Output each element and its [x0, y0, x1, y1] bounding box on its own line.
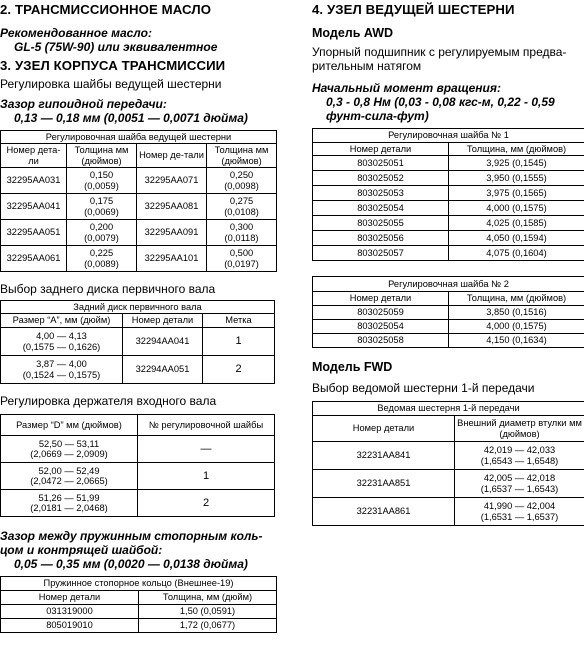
thickness-mm: 0,300 — [229, 222, 254, 232]
size-mm: 52,00 — 52,49 — [38, 465, 100, 476]
recommended-oil-label: Рекомендованное масло: — [0, 26, 152, 40]
starting-torque-value-cont: фунт-сила-фут) — [326, 109, 429, 123]
thickness: 4,075 (0,1604) — [449, 246, 584, 261]
part-number: 32231AA841 — [313, 442, 455, 470]
part-number: 32294AA041 — [123, 328, 203, 356]
right-column — [312, 0, 584, 526]
snap-ring-gap-label: Зазор между пружинным стопорным коль- — [0, 529, 263, 543]
size-inch: (2,0669 — 2,0909) — [30, 449, 108, 459]
column-header: Номер де-тали — [137, 144, 207, 168]
first-gear-table — [312, 401, 584, 526]
left-column — [0, 0, 300, 633]
thickness: 4,025 (0,1585) — [449, 216, 584, 231]
table-row — [1, 246, 277, 272]
starting-torque-label: Начальный момент вращения: — [312, 81, 501, 95]
thickness-cell — [207, 220, 277, 246]
snap-ring-table — [0, 576, 277, 633]
section-2-title: 2. ТРАНСМИССИОННОЕ МАСЛО — [0, 2, 212, 17]
bearing-description-cont: рительным натягом — [312, 59, 422, 73]
size-cell — [1, 436, 138, 463]
table-caption: Ведомая шестерня 1-й передачи — [313, 402, 584, 416]
first-gear-title: Выбор ведомой шестерни 1-й передачи — [312, 381, 535, 395]
column-header: Номер детали — [1, 591, 139, 605]
thickness: 3,950 (0,1555) — [449, 171, 584, 186]
starting-torque-value: 0,3 - 0,8 Нм (0,03 - 0,08 кгс-м, 0,22 - 0,59 — [326, 95, 555, 109]
hypoid-gap-value: 0,13 — 0,18 мм (0,0051 — 0,0071 дюйма) — [14, 111, 248, 125]
thickness-mm: 0,275 — [229, 196, 254, 206]
thickness-inch: (0,0079) — [84, 232, 119, 243]
table-caption: Регулировочная шайба № 2 — [313, 277, 584, 292]
model-awd-heading: Модель AWD — [312, 26, 394, 40]
recommended-oil-value: GL-5 (75W-90) или эквивалентное — [14, 40, 218, 54]
size-cell — [1, 328, 123, 356]
size-inch: (0,1524 — 0,1575) — [22, 369, 101, 380]
table-caption: Регулировочная шайба № 1 — [313, 129, 584, 143]
table-row — [1, 490, 275, 517]
table-row — [1, 619, 277, 633]
thickness: 4,150 (0,1634) — [449, 334, 584, 348]
size-mm: 3,87 — 4,00 — [36, 359, 87, 369]
part-number: 32231AA861 — [313, 498, 455, 526]
part-number: 32295AA071 — [137, 168, 207, 194]
model-fwd-heading: Модель FWD — [312, 360, 393, 374]
column-header: Номер дета-ли — [1, 144, 67, 168]
part-number: 32295AA091 — [137, 220, 207, 246]
input-shaft-holder-title: Регулировка держателя входного вала — [0, 394, 217, 408]
part-number: 803025055 — [313, 216, 449, 231]
column-header: Внешний диаметр втулки мм (дюймов) — [455, 416, 584, 442]
table-row — [1, 463, 275, 490]
shim-2-table — [312, 276, 584, 348]
section-3-title: 3. УЗЕЛ КОРПУСА ТРАНСМИССИИ — [0, 58, 226, 73]
table-row — [313, 216, 584, 231]
thickness-inch: (0,0089) — [84, 258, 119, 269]
table-row — [1, 194, 277, 220]
thickness: 1,72 (0,0677) — [139, 619, 277, 633]
table-row — [313, 498, 584, 526]
table-row — [313, 171, 584, 186]
size-mm: 4,00 — 4,13 — [36, 331, 87, 341]
mark: 2 — [203, 356, 275, 384]
section-4-title: 4. УЗЕЛ ВЕДУЩЕЙ ШЕСТЕРНИ — [312, 2, 515, 17]
column-header: Размер “D” мм (дюймов) — [1, 415, 138, 436]
table-caption: Регулировочная шайба ведущей шестерни — [1, 131, 277, 144]
thickness-inch: (0,0118) — [224, 232, 259, 243]
part-number: 803025054 — [313, 201, 449, 216]
part-number: 803025051 — [313, 156, 449, 171]
part-number: 803025054 — [313, 320, 449, 334]
column-header: Метка — [203, 314, 275, 328]
diameter-mm: 42,005 — 42,018 — [483, 473, 556, 483]
thickness-cell — [67, 168, 137, 194]
column-header: Толщина, мм (дюйм) — [139, 591, 277, 605]
thickness-inch: (0,0197) — [224, 258, 259, 269]
table-row — [1, 168, 277, 194]
table-row — [313, 201, 584, 216]
table-caption: Задний диск первичного вала — [1, 301, 275, 314]
part-number: 803025053 — [313, 186, 449, 201]
part-number: 32295AA101 — [137, 246, 207, 272]
part-number: 803025056 — [313, 231, 449, 246]
size-inch: (2,0472 — 2,0665) — [30, 476, 108, 486]
thickness-cell — [67, 194, 137, 220]
thickness: 4,000 (0,1575) — [449, 201, 584, 216]
holder-shim-table — [0, 414, 275, 517]
thickness-mm: 0,225 — [89, 248, 114, 258]
shim-number: — — [138, 436, 275, 463]
table-row — [313, 442, 584, 470]
table-row — [313, 231, 584, 246]
diameter-mm: 41,990 — 42,004 — [483, 501, 556, 511]
table-caption: Пружинное стопорное кольцо (Внешнее-19) — [1, 577, 277, 591]
thickness: 3,925 (0,1545) — [449, 156, 584, 171]
table-row — [313, 320, 584, 334]
thickness-mm: 0,250 — [229, 170, 254, 180]
thickness-inch: (0,0059) — [84, 180, 119, 191]
column-header: Номер детали — [313, 292, 449, 306]
shim-number: 1 — [138, 463, 275, 490]
column-header: Номер детали — [313, 416, 455, 442]
table-row — [1, 328, 275, 356]
thickness: 3,975 (0,1565) — [449, 186, 584, 201]
part-number: 32295AA061 — [1, 246, 67, 272]
diameter-cell — [455, 498, 584, 526]
rear-disk-title: Выбор заднего диска первичного вала — [0, 282, 216, 296]
table-row — [1, 605, 277, 619]
diameter-inch: (1,6537 — 1,6543) — [480, 483, 559, 494]
part-number: 32295AA041 — [1, 194, 67, 220]
part-number: 805019010 — [1, 619, 139, 633]
table-row — [1, 436, 275, 463]
table-row — [313, 156, 584, 171]
thickness-mm: 0,175 — [89, 196, 114, 206]
diameter-cell — [455, 470, 584, 498]
table-row — [313, 334, 584, 348]
column-header: Толщина, мм (дюймов) — [449, 143, 584, 156]
part-number: 803025058 — [313, 334, 449, 348]
rear-disk-table — [0, 300, 275, 384]
diameter-inch: (1,6543 — 1,6548) — [480, 455, 559, 466]
thickness: 4,050 (0,1594) — [449, 231, 584, 246]
thickness-inch: (0,0069) — [84, 206, 119, 217]
table-row — [313, 470, 584, 498]
part-number: 32294AA051 — [123, 356, 203, 384]
thickness-cell — [67, 220, 137, 246]
thickness-mm: 0,200 — [89, 222, 114, 232]
bearing-description: Упорный подшипник с регулируемым предва- — [312, 45, 567, 59]
size-cell — [1, 490, 138, 517]
size-cell — [1, 463, 138, 490]
thickness-inch: (0,0098) — [224, 180, 259, 191]
thickness-cell — [207, 194, 277, 220]
thickness: 3,850 (0,1516) — [449, 306, 584, 320]
size-mm: 51,26 — 51,99 — [38, 492, 100, 503]
table-row — [313, 306, 584, 320]
table-row — [1, 220, 277, 246]
thickness: 1,50 (0,0591) — [139, 605, 277, 619]
table-row — [313, 246, 584, 261]
column-header: Толщина мм (дюймов) — [207, 144, 277, 168]
part-number: 32295AA081 — [137, 194, 207, 220]
diameter-mm: 42,019 — 42,033 — [483, 445, 556, 455]
column-header: Номер детали — [313, 143, 449, 156]
part-number: 32231AA851 — [313, 470, 455, 498]
part-number: 803025052 — [313, 171, 449, 186]
thickness-mm: 0,500 — [229, 248, 254, 258]
table-row — [1, 356, 275, 384]
part-number: 803025059 — [313, 306, 449, 320]
size-mm: 52,50 — 53,11 — [38, 438, 100, 449]
part-number: 031319000 — [1, 605, 139, 619]
diameter-cell — [455, 442, 584, 470]
mark: 1 — [203, 328, 275, 356]
thickness-inch: (0,0108) — [224, 206, 259, 217]
size-inch: (2,0181 — 2,0468) — [30, 503, 108, 513]
thickness-cell — [207, 168, 277, 194]
pinion-shim-subtitle: Регулировка шайбы ведущей шестерни — [0, 77, 222, 91]
part-number: 32295AA031 — [1, 168, 67, 194]
column-header: Размер “A”, мм (дюйм) — [1, 314, 123, 328]
diameter-inch: (1,6531 — 1,6537) — [480, 511, 559, 522]
part-number: 32295AA051 — [1, 220, 67, 246]
thickness: 4,000 (0,1575) — [449, 320, 584, 334]
column-header: Толщина мм (дюймов) — [67, 144, 137, 168]
hypoid-gap-label: Зазор гипоидной передачи: — [0, 97, 167, 111]
table-row — [313, 186, 584, 201]
snap-ring-gap-label-cont: цом и контрящей шайбой: — [0, 543, 163, 557]
thickness-cell — [67, 246, 137, 272]
column-header: Толщина, мм (дюймов) — [449, 292, 584, 306]
size-inch: (0,1575 — 0,1626) — [22, 341, 101, 352]
thickness-cell — [207, 246, 277, 272]
shim-1-table — [312, 128, 584, 261]
column-header: № регулировочной шайбы — [138, 415, 275, 436]
snap-ring-gap-value: 0,05 — 0,35 мм (0,0020 — 0,0138 дюйма) — [14, 557, 248, 571]
thickness-mm: 0,150 — [89, 170, 114, 180]
pinion-shim-table — [0, 130, 277, 272]
shim-number: 2 — [138, 490, 275, 517]
column-header: Номер детали — [123, 314, 203, 328]
part-number: 803025057 — [313, 246, 449, 261]
size-cell — [1, 356, 123, 384]
